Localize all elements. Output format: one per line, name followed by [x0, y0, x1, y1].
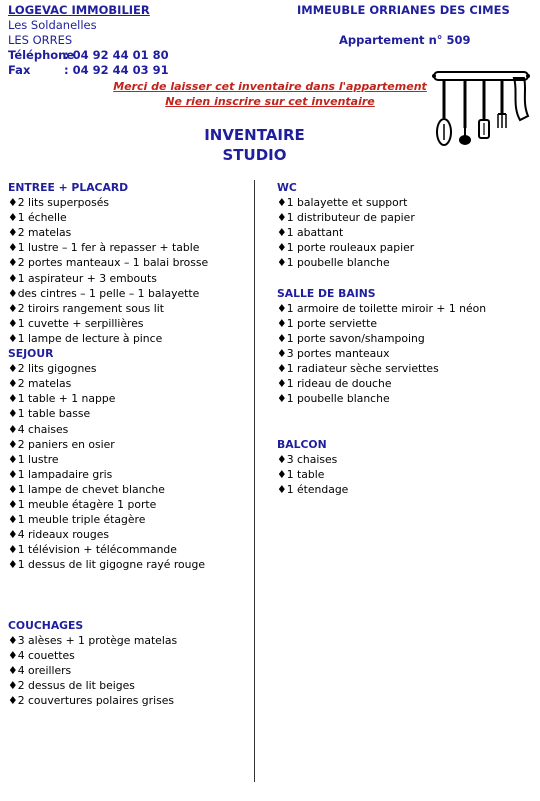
apartment-number: Appartement n° 509 — [339, 33, 471, 47]
bullet-icon: ♦ — [8, 422, 18, 436]
item-text: 1 porte rouleaux papier — [286, 241, 415, 255]
item-text: 2 dessus de lit beiges — [17, 679, 135, 693]
item-text: 1 meuble triple étagère — [17, 513, 146, 527]
list-item — [8, 271, 208, 286]
list-item — [8, 633, 208, 648]
blank-line — [277, 406, 486, 421]
list-item — [277, 255, 486, 270]
page-subtitle: STUDIO — [222, 146, 287, 164]
bullet-icon: ♦ — [277, 362, 287, 376]
list-item — [8, 452, 208, 467]
bullet-icon: ♦ — [8, 648, 18, 662]
notice-do-not-write: Ne rien inscrire sur cet inventaire — [165, 95, 375, 108]
bullet-icon: ♦ — [8, 497, 18, 511]
item-text: 4 rideaux rouges — [17, 528, 109, 542]
bullet-icon: ♦ — [8, 196, 18, 210]
bullet-icon: ♦ — [8, 528, 18, 542]
item-text: 4 oreillers — [17, 664, 72, 677]
list-item — [277, 210, 486, 225]
bullet-icon: ♦ — [277, 256, 287, 270]
item-text: 1 poubelle blanche — [286, 256, 390, 270]
agency-fax — [8, 63, 169, 77]
bullet-icon: ♦ — [8, 633, 18, 647]
item-text: 2 matelas — [17, 377, 72, 391]
list-item — [8, 648, 208, 663]
list-item — [8, 542, 208, 557]
agency-address-line2: LES ORRES — [8, 33, 73, 47]
bullet-icon: ♦ — [8, 694, 18, 708]
bullet-icon: ♦ — [277, 392, 287, 406]
phone-number: : 04 92 44 01 80 — [64, 48, 169, 62]
item-text: 1 meuble étagère 1 porte — [17, 497, 157, 511]
item-text: 3 portes manteaux — [286, 347, 390, 361]
bullet-icon: ♦ — [8, 226, 18, 240]
bullet-icon: ♦ — [8, 362, 18, 376]
item-text: 2 lits gigognes — [17, 362, 97, 376]
list-item — [8, 331, 208, 346]
list-item — [8, 527, 208, 542]
blank-line — [8, 603, 208, 618]
bullet-icon: ♦ — [8, 286, 18, 300]
list-item — [277, 467, 486, 482]
list-item — [277, 346, 486, 361]
list-item — [8, 391, 208, 406]
item-text: des cintres – 1 pelle – 1 balayette — [17, 286, 200, 300]
notice-keep-inventory: Merci de laisser cet inventaire dans l'appartement — [113, 80, 427, 93]
list-item — [8, 467, 208, 482]
list-item — [277, 225, 486, 240]
list-item — [277, 331, 486, 346]
item-text: 1 table — [286, 467, 325, 481]
item-text: 2 paniers en osier — [17, 437, 115, 451]
agency-phone — [8, 48, 169, 62]
list-item — [8, 286, 208, 301]
blank-line — [8, 588, 208, 603]
list-item — [277, 391, 486, 406]
bullet-icon: ♦ — [8, 664, 18, 677]
item-text: 3 chaises — [286, 452, 338, 466]
item-text: 2 couvertures polaires grises — [17, 694, 174, 708]
list-item — [8, 361, 208, 376]
bullet-icon: ♦ — [8, 241, 18, 255]
fax-label: Fax — [8, 63, 31, 77]
item-text: 3 alèses + 1 protège matelas — [17, 633, 178, 647]
bullet-icon: ♦ — [277, 241, 287, 255]
list-item — [277, 316, 486, 331]
item-text: 1 distributeur de papier — [286, 211, 415, 225]
list-item — [8, 557, 208, 572]
bullet-icon: ♦ — [8, 558, 18, 572]
item-text: 1 étendage — [286, 482, 349, 496]
list-item — [8, 195, 208, 210]
blank-line — [277, 271, 486, 286]
blank-line — [277, 422, 486, 437]
item-text: 4 couettes — [17, 648, 75, 662]
bullet-icon: ♦ — [8, 377, 18, 391]
column-divider — [254, 180, 255, 782]
bullet-icon: ♦ — [8, 301, 18, 315]
item-text: 1 porte savon/shampoing — [286, 331, 425, 345]
agency-name: LOGEVAC IMMOBILIER — [8, 3, 150, 17]
item-text: 1 radiateur sèche serviettes — [286, 362, 439, 376]
bullet-icon: ♦ — [8, 331, 18, 345]
section-title-couchages: COUCHAGES — [8, 618, 84, 632]
bullet-icon: ♦ — [8, 271, 18, 285]
item-text: 2 tiroirs rangement sous lit — [17, 301, 164, 315]
bullet-icon: ♦ — [8, 256, 18, 270]
blank-line — [8, 572, 208, 587]
bullet-icon: ♦ — [8, 467, 18, 481]
item-text: 1 poubelle blanche — [286, 392, 390, 406]
bullet-icon: ♦ — [8, 679, 18, 693]
item-text: 1 échelle — [17, 211, 67, 225]
building-name: IMMEUBLE ORRIANES DES CIMES — [297, 3, 510, 17]
item-text: 1 rideau de douche — [286, 377, 392, 391]
bullet-icon: ♦ — [8, 543, 18, 557]
item-text: 1 table basse — [17, 407, 91, 421]
bullet-icon: ♦ — [277, 482, 287, 496]
list-item — [8, 663, 208, 678]
list-item — [277, 376, 486, 391]
item-text: 1 armoire de toilette miroir + 1 néon — [286, 301, 487, 315]
list-item — [8, 301, 208, 316]
item-text: 1 télévision + télécommande — [17, 543, 177, 557]
list-item — [8, 316, 208, 331]
list-item — [8, 240, 208, 255]
list-item — [8, 497, 208, 512]
bullet-icon: ♦ — [8, 452, 18, 466]
bullet-icon: ♦ — [277, 347, 287, 361]
item-text: 1 dessus de lit gigogne rayé rouge — [17, 558, 205, 572]
section-title-wc: WC — [277, 181, 297, 194]
phone-label: Téléphone — [8, 48, 75, 62]
item-text: 1 lampadaire gris — [17, 467, 113, 481]
bullet-icon: ♦ — [277, 316, 287, 330]
bullet-icon: ♦ — [8, 513, 18, 527]
list-item — [8, 512, 208, 527]
list-item — [8, 376, 208, 391]
bullet-icon: ♦ — [8, 482, 18, 496]
list-item — [8, 225, 208, 240]
bullet-icon: ♦ — [8, 407, 18, 421]
item-text: 1 aspirateur + 3 embouts — [17, 271, 157, 285]
list-item — [8, 255, 208, 270]
list-item — [8, 422, 208, 437]
list-item — [8, 437, 208, 452]
bullet-icon: ♦ — [8, 392, 18, 406]
item-text: 4 chaises — [17, 422, 69, 436]
bullet-icon: ♦ — [277, 196, 287, 210]
bullet-icon: ♦ — [277, 226, 287, 240]
bullet-icon: ♦ — [277, 452, 287, 466]
list-item — [277, 240, 486, 255]
list-item — [277, 452, 486, 467]
item-text: 2 matelas — [17, 226, 72, 240]
list-item — [8, 678, 208, 693]
item-text: 1 cuvette + serpillières — [17, 316, 144, 330]
fax-number: : 04 92 44 03 91 — [64, 63, 169, 77]
agency-address-line1: Les Soldanelles — [8, 18, 97, 32]
list-item — [8, 693, 208, 708]
page-title: INVENTAIRE — [204, 126, 305, 144]
bullet-icon: ♦ — [277, 211, 287, 225]
item-text: 1 table + 1 nappe — [17, 392, 116, 406]
bullet-icon: ♦ — [8, 211, 18, 225]
item-text: 1 abattant — [286, 226, 344, 240]
section-title-salle-de-bains: SALLE DE BAINS — [277, 286, 376, 300]
bullet-icon: ♦ — [277, 301, 287, 315]
bullet-icon: ♦ — [8, 316, 18, 330]
list-item — [277, 195, 486, 210]
item-text: 2 lits superposés — [17, 196, 110, 210]
section-title-entree-placard: ENTREE + PLACARD — [8, 181, 129, 194]
list-item — [8, 210, 208, 225]
list-item — [277, 301, 486, 316]
bullet-icon: ♦ — [277, 331, 287, 345]
item-text: 1 balayette et support — [286, 196, 408, 210]
item-text: 1 lustre – 1 fer à repasser + table — [17, 241, 200, 255]
inventory-left-column — [8, 180, 208, 708]
item-text: 1 lustre — [17, 452, 59, 466]
item-text: 1 porte serviette — [286, 316, 378, 330]
item-text: 1 lampe de chevet blanche — [17, 482, 165, 496]
bullet-icon: ♦ — [277, 377, 287, 391]
section-title-sejour: SEJOUR — [8, 347, 54, 361]
list-item — [8, 406, 208, 421]
list-item — [8, 482, 208, 497]
section-title-balcon: BALCON — [277, 437, 327, 451]
list-item — [277, 361, 486, 376]
inventory-right-column — [277, 180, 486, 497]
bullet-icon: ♦ — [8, 437, 18, 451]
bullet-icon: ♦ — [277, 467, 287, 481]
item-text: 1 lampe de lecture à pince — [17, 331, 163, 345]
item-text: 2 portes manteaux – 1 balai brosse — [17, 256, 209, 270]
list-item — [277, 482, 486, 497]
